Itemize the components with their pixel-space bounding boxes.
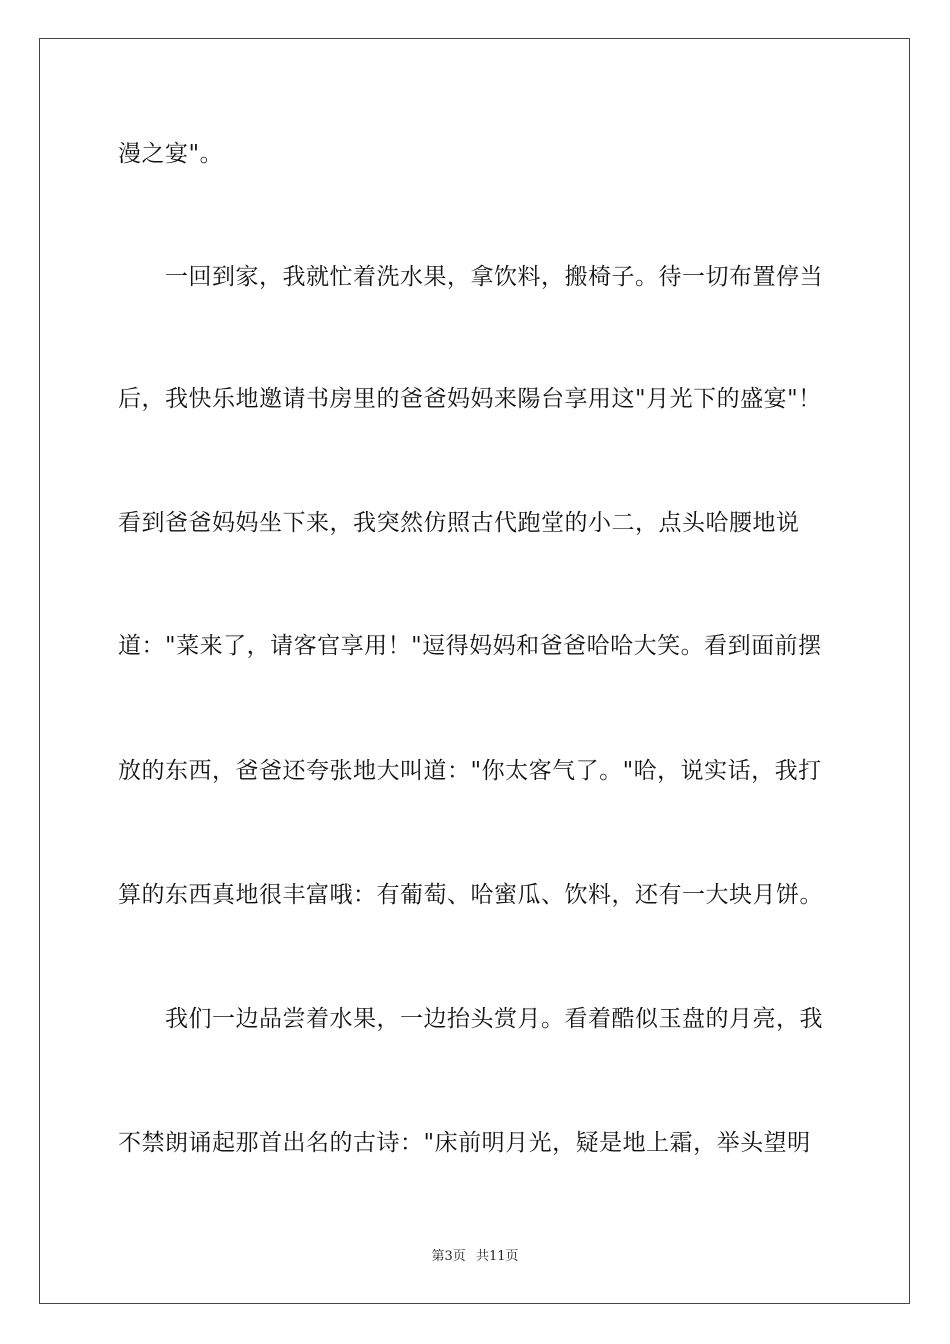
text-line: 不禁朗诵起那首出名的古诗："床前明月光，疑是地上霜，举头望明 — [118, 1130, 811, 1156]
paragraph-start-line: 一回到家，我就忙着洗水果，拿饮料，搬椅子。待一切布置停当 — [165, 264, 823, 290]
text-line: 后，我快乐地邀请书房里的爸爸妈妈来陽台享用这"月光下的盛宴"！ — [118, 386, 822, 412]
page-footer — [0, 1248, 950, 1266]
page-border — [39, 38, 910, 1304]
paragraph-start-line: 我们一边品尝着水果，一边抬头赏月。看着酷似玉盘的月亮，我 — [165, 1006, 823, 1032]
text-line: 放的东西，爸爸还夸张地大叫道："你太客气了。"哈，说实话，我打 — [118, 758, 822, 784]
text-line: 漫之宴"。 — [118, 141, 224, 167]
text-line: 道："菜来了，请客官享用！"逗得妈妈和爸爸哈哈大笑。看到面前摆 — [118, 633, 822, 659]
page-number: 第3页 — [431, 1249, 466, 1264]
page-total: 共11页 — [475, 1249, 519, 1264]
text-line: 看到爸爸妈妈坐下来，我突然仿照古代跑堂的小二，点头哈腰地说 — [118, 510, 800, 536]
text-line: 算的东西真地很丰富哦：有葡萄、哈蜜瓜、饮料，还有一大块月饼。 — [118, 882, 823, 908]
